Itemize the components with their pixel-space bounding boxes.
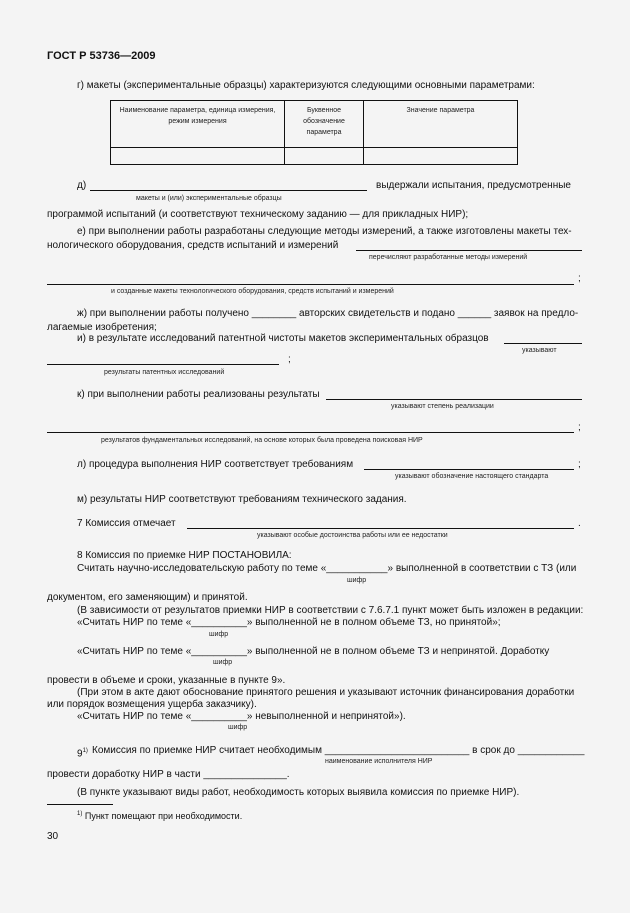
item-i-semicolon: ; <box>288 354 291 365</box>
section-9-number <box>77 745 88 760</box>
section-8-line1: Считать научно-исследовательскую работу по теме «___________» выполненной в соответствии с ТЗ (или <box>77 563 577 574</box>
item-i-caption2: результаты патентных исследований <box>104 369 225 376</box>
table-header-row <box>111 101 518 148</box>
table-header-symbol: Буквенное обозначение параметра <box>285 101 364 148</box>
section-8-line2: документом, его заменяющим) и принятой. <box>47 592 248 603</box>
section-8-line4: «Считать НИР по теме «__________» выполненной не в полном объеме ТЗ, но принятой»; <box>77 617 501 628</box>
section-8-line3: (В зависимости от результатов приемки НИР в соответствии с 7.6.7.1 пункт может быть изложен в редакции: <box>77 605 584 616</box>
item-l-semicolon: ; <box>578 459 581 470</box>
blank-line <box>326 399 582 400</box>
blank-line <box>187 528 574 529</box>
item-k-line1: к) при выполнении работы реализованы результаты <box>77 389 320 400</box>
item-d-caption: макеты и (или) экспериментальные образцы <box>136 195 282 202</box>
page-number: 30 <box>47 831 59 842</box>
table-cell <box>285 148 364 165</box>
item-k-caption2: результатов фундаментальных исследований, на основе которых была проведена поисковая НИР <box>101 437 423 444</box>
table-empty-row <box>111 148 518 165</box>
footnote <box>77 808 242 822</box>
section-8-line6: провести в объеме и сроки, указанные в пункте 9». <box>47 675 286 686</box>
item-m-line: м) результаты НИР соответствуют требованиям технического задания. <box>77 494 407 505</box>
table-cell <box>364 148 518 165</box>
document-header: ГОСТ Р 53736—2009 <box>47 50 156 62</box>
section-9-num: 9 <box>77 748 83 760</box>
item-d-line2: программой испытаний (и соответствуют техническому заданию — для прикладных НИР); <box>47 209 469 220</box>
section-8-line9: «Считать НИР по теме «__________» невыполненной и непринятой»). <box>77 711 406 722</box>
section-7-dot: . <box>578 518 581 529</box>
item-l-line1: л) процедура выполнения НИР соответствует требованиям <box>77 459 354 470</box>
blank-line <box>356 250 582 251</box>
item-zh-line1: ж) при выполнении работы получено ________ авторских свидетельств и подано ______ заявок на предло- <box>77 308 579 319</box>
item-g-intro: г) макеты (экспериментальные образцы) характеризуются следующими основными параметрами: <box>77 80 535 91</box>
item-e-semicolon: ; <box>578 273 581 284</box>
item-i-line1: и) в результате исследований патентной чистоты макетов экспериментальных образцов <box>77 333 489 344</box>
blank-line <box>90 190 367 191</box>
item-e-line2: нологического оборудования, средств испытаний и измерений <box>47 240 339 251</box>
section-9-line3: (В пункте указывают виды работ, необходимость которых выявила комиссия по приемке НИР). <box>77 787 520 798</box>
item-d-right: выдержали испытания, предусмотренные <box>376 180 571 191</box>
blank-line <box>364 469 574 470</box>
item-l-caption: указывают обозначение настоящего стандарта <box>395 473 549 480</box>
cipher-caption: шифр <box>228 724 248 731</box>
section-7-label: 7 Комиссия отмечает <box>77 518 176 529</box>
blank-line <box>47 364 279 365</box>
section-8-line5: «Считать НИР по теме «__________» выполненной не в полном объеме ТЗ и непринятой. Доработку <box>77 646 550 657</box>
parameters-table <box>110 100 518 165</box>
item-e-caption2: и созданные макеты технологического оборудования, средств испытаний и измерений <box>111 288 394 295</box>
section-9-line1: Комиссия по приемке НИР считает необходимым __________________________ в срок до ____________ <box>92 745 585 756</box>
section-8-line8: или порядок возмещения ущерба заказчику). <box>47 699 257 710</box>
section-7-caption: указывают особые достоинства работы или ее недостатки <box>257 532 448 539</box>
cipher-caption: шифр <box>213 659 233 666</box>
table-cell <box>111 148 285 165</box>
item-k-semicolon: ; <box>578 422 581 433</box>
section-9-line2: провести доработку НИР в части _______________. <box>47 769 290 780</box>
section-8-title: 8 Комиссия по приемке НИР ПОСТАНОВИЛА: <box>77 550 292 561</box>
item-i-caption1: указывают <box>522 347 557 354</box>
footnote-text: Пункт помещают при необходимости. <box>84 811 243 821</box>
cipher-caption: шифр <box>209 631 229 638</box>
section-9-caption: наименование исполнителя НИР <box>325 758 433 765</box>
blank-line <box>47 432 574 433</box>
item-d-label: д) <box>77 180 87 191</box>
item-zh-line2: лагаемые изобретения; <box>47 322 157 333</box>
item-k-caption1: указывают степень реализации <box>391 403 494 410</box>
blank-line <box>504 343 582 344</box>
item-e-line1: е) при выполнении работы разработаны следующие методы измерений, а также изготовлены макеты тех- <box>77 226 572 237</box>
footnote-divider <box>47 804 113 805</box>
table-header-value: Значение параметра <box>364 101 518 148</box>
section-8-line7: (При этом в акте дают обоснование принятого решения и указывают источник финансирования доработки <box>77 687 575 698</box>
table-header-name: Наименование параметра, единица измерения, режим измерения <box>111 101 285 148</box>
section-9-footnote-ref: 1) <box>82 748 88 754</box>
footnote-mark: 1) <box>77 811 83 817</box>
cipher-caption: шифр <box>347 577 367 584</box>
item-e-caption1: перечисляют разработанные методы измерений <box>369 254 528 261</box>
blank-line <box>47 284 574 285</box>
